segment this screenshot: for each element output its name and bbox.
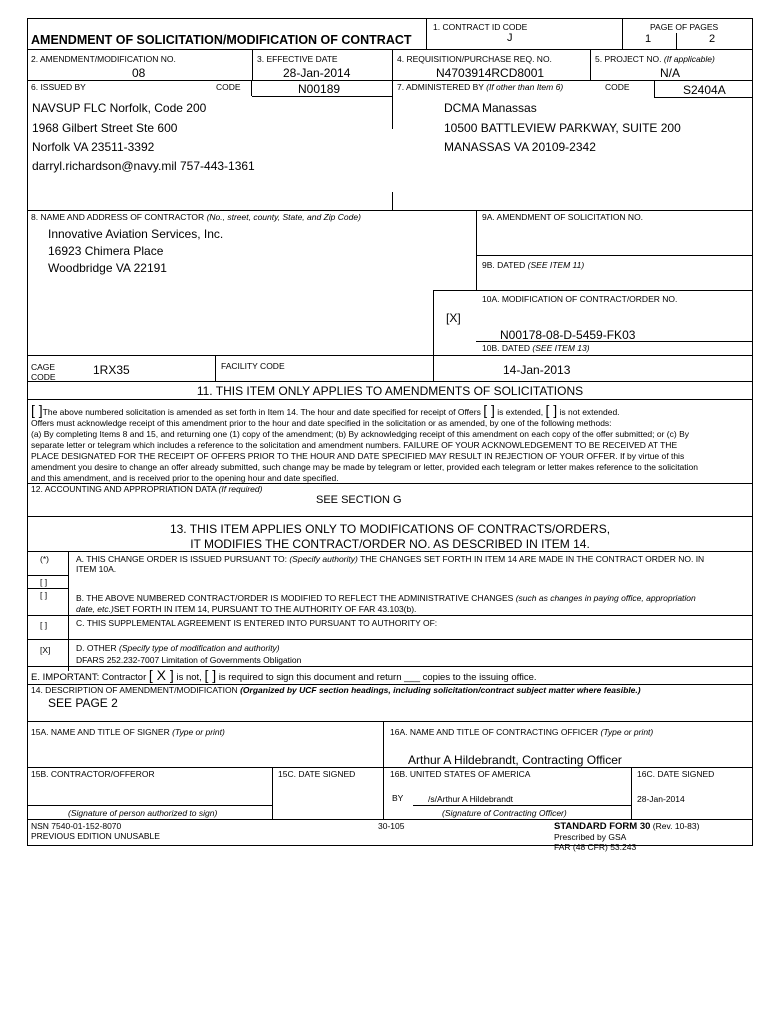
item-13d-text: D. OTHER (Specify type of modification and authority) xyxy=(76,643,280,653)
important-line: E. IMPORTANT: Contractor [ X ] is not, [ ] is required to sign this document and return ___ copies to the issuing office. xyxy=(31,667,537,683)
item-13b-mark: [ ] xyxy=(40,590,48,600)
contractor-signature-caption: (Signature of person authorized to sign) xyxy=(68,808,218,818)
prescribed-by: Prescribed by GSA xyxy=(554,832,627,842)
cage-label-2: CODE xyxy=(31,372,56,382)
item-10-checkbox: [X] xyxy=(446,311,461,325)
item-11-para-4: PLACE DESIGNATED FOR THE RECEIPT OF OFFERS PRIOR TO THE HOUR AND DATE SPECIFIED MAY RESULT IN REJECTION OF YOUR OFFER. If by virtue of this xyxy=(31,451,685,461)
item-14-value: SEE PAGE 2 xyxy=(48,696,118,710)
item-13-title-1: 13. THIS ITEM APPLIES ONLY TO MODIFICATIONS OF CONTRACTS/ORDERS, xyxy=(169,522,611,536)
far-reference: FAR (48 CFR) 53.243 xyxy=(554,842,637,852)
facility-code-label: FACILITY CODE xyxy=(221,361,285,371)
project-no-label: 5. PROJECT NO. (If applicable) xyxy=(595,54,715,64)
administered-code-label: CODE xyxy=(605,82,630,92)
item-16a-label: 16A. NAME AND TITLE OF CONTRACTING OFFICER (Type or print) xyxy=(390,727,654,737)
administered-by-label: 7. ADMINISTERED BY (If other than Item 6) xyxy=(397,82,564,92)
page-number: 1 xyxy=(645,33,652,45)
form-code: 30-105 xyxy=(378,821,405,831)
item-13d-value: DFARS 252.232-7007 Limitation of Governments Obligation xyxy=(76,655,302,665)
administered-code-value: S2404A xyxy=(683,83,726,97)
contractor-name: Innovative Aviation Services, Inc. xyxy=(48,227,224,241)
form-title: AMENDMENT OF SOLICITATION/MODIFICATION OF CONTRACT xyxy=(31,33,412,47)
issued-email: darryl.richardson@navy.mil 757-443-1361 xyxy=(32,159,255,173)
sf30-form xyxy=(27,18,753,852)
project-no-value: N/A xyxy=(660,66,681,80)
amendment-no-label: 2. AMENDMENT/MODIFICATION NO. xyxy=(31,54,176,64)
item-11-para-5: amendment you desire to change an offer already submitted, such change may be made by telegram or letter, provided each telegram or letter makes reference to the solicitation xyxy=(31,462,698,472)
item-11-box-3: [ ] xyxy=(545,402,558,418)
amendment-no-value: 08 xyxy=(132,66,146,80)
item-12-label: 12. ACCOUNTING AND APPROPRIATION DATA (If required) xyxy=(31,484,263,494)
pages-total: 2 xyxy=(709,33,716,45)
item-16b-label: 16B. UNITED STATES OF AMERICA xyxy=(390,769,531,779)
cage-label-1: CAGE xyxy=(31,362,56,372)
item-13b-text-2: date, etc.)SET FORTH IN ITEM 14, PURSUANT TO THE AUTHORITY OF FAR 43.103(b). xyxy=(76,604,417,614)
item-9b-label: 9B. DATED (SEE ITEM 11) xyxy=(482,260,585,270)
item-13a-text-2: ITEM 10A. xyxy=(76,564,117,574)
item-14-label: 14. DESCRIPTION OF AMENDMENT/MODIFICATION (Organized by UCF section headings, including solicitation/contract subject matter where feasible.) xyxy=(31,685,641,695)
officer-signature-caption: (Signature of Contracting Officer) xyxy=(442,808,567,818)
item-13-blank-mark: [ ] xyxy=(40,577,48,587)
by-label: BY xyxy=(392,793,404,803)
item-13-title-2: IT MODIFIES THE CONTRACT/ORDER NO. AS DESCRIBED IN ITEM 14. xyxy=(190,537,590,551)
item-13c-mark: [ ] xyxy=(40,620,48,630)
issued-line-3: Norfolk VA 23511-3392 xyxy=(32,140,155,154)
important-box-is-required: [ ] xyxy=(204,667,217,683)
contractor-street: 16923 Chimera Place xyxy=(48,244,164,258)
item-10a-value: N00178-08-D-5459-FK03 xyxy=(500,328,636,342)
item-15b-label: 15B. CONTRACTOR/OFFEROR xyxy=(31,769,155,779)
item-13a-mark: (*) xyxy=(40,554,49,564)
contract-id-label: 1. CONTRACT ID CODE xyxy=(433,22,528,32)
item-16c-label: 16C. DATE SIGNED xyxy=(637,769,715,779)
item-11-title: 11. THIS ITEM ONLY APPLIES TO AMENDMENTS OF SOLICITATIONS xyxy=(196,384,584,398)
issued-by-label: 6. ISSUED BY xyxy=(31,82,86,92)
item-11-line-1: [ ]The above numbered solicitation is amended as set forth in Item 14. The hour and date specified for receipt of Offers [ ] is extended, [ ] is not extended. xyxy=(31,402,620,418)
item-15c-label: 15C. DATE SIGNED xyxy=(278,769,356,779)
contractor-label: 8. NAME AND ADDRESS OF CONTRACTOR (No., street, county, State, and Zip Code) xyxy=(31,212,361,222)
contract-id-value: J xyxy=(507,32,513,44)
item-11-para-6: and this amendment, and is received prior to the opening hour and date specified. xyxy=(31,473,339,483)
item-9a-label: 9A. AMENDMENT OF SOLICITATION NO. xyxy=(482,212,644,222)
item-13a-text: A. THIS CHANGE ORDER IS ISSUED PURSUANT TO: (Specify authority) THE CHANGES SET FORTH IN ITEM 14 ARE MADE IN THE CONTRACT ORDER NO. IN xyxy=(76,554,705,564)
issued-code-value: N00189 xyxy=(298,82,341,96)
standard-form-30: STANDARD FORM 30 (Rev. 10-83) xyxy=(554,821,700,832)
effective-date-label: 3. EFFECTIVE DATE xyxy=(257,54,338,64)
previous-edition: PREVIOUS EDITION UNUSABLE xyxy=(31,831,160,841)
item-11-para-2: (a) By completing Items 8 and 15, and returning one (1) copy of the amendment; (b) By acknowledging receipt of this amendment on each copy of the offer submitted; or (c) By xyxy=(31,429,689,439)
issued-line-2: 1968 Gilbert Street Ste 600 xyxy=(32,121,178,135)
requisition-value: N4703914RCD8001 xyxy=(436,66,545,80)
item-15a-label: 15A. NAME AND TITLE OF SIGNER (Type or print) xyxy=(31,727,225,737)
item-13d-mark: [X] xyxy=(40,645,51,655)
item-16c-value: 28-Jan-2014 xyxy=(637,794,685,804)
important-box-is-not: [ X ] xyxy=(148,667,174,683)
nsn-number: NSN 7540-01-152-8070 xyxy=(31,821,122,831)
item-10a-label: 10A. MODIFICATION OF CONTRACT/ORDER NO. xyxy=(482,294,678,304)
administered-line-2: 10500 BATTLEVIEW PARKWAY, SUITE 200 xyxy=(444,121,681,135)
item-10b-value: 14-Jan-2013 xyxy=(503,363,571,377)
effective-date-value: 28-Jan-2014 xyxy=(283,66,351,80)
cage-code-value: 1RX35 xyxy=(93,363,130,377)
item-16a-value: Arthur A Hildebrandt, Contracting Officer xyxy=(408,753,622,767)
item-13c-text: C. THIS SUPPLEMENTAL AGREEMENT IS ENTERED INTO PURSUANT TO AUTHORITY OF: xyxy=(76,618,438,628)
issued-line-1: NAVSUP FLC Norfolk, Code 200 xyxy=(32,101,207,115)
item-11-para-3: separate letter or telegram which includes a reference to the solicitation and amendment numbers. FAILURE OF YOUR ACKNOWLEDGEMENT TO BE RECEIVED AT THE xyxy=(31,440,678,450)
item-10b-label: 10B. DATED (SEE ITEM 13) xyxy=(482,343,590,353)
item-11-box-1: [ ] xyxy=(31,402,43,418)
requisition-label: 4. REQUISITION/PURCHASE REQ. NO. xyxy=(397,54,552,64)
contractor-city: Woodbridge VA 22191 xyxy=(48,261,167,275)
item-11-box-2: [ ] xyxy=(483,402,495,418)
contracting-officer-signature: /s/Arthur A Hildebrandt xyxy=(428,794,514,804)
item-11-para-1: Offers must acknowledge receipt of this amendment prior to the hour and date specified in the solicitation or as amended, by one of the following methods: xyxy=(31,418,612,428)
page-of-pages-label: PAGE OF PAGES xyxy=(650,22,719,32)
administered-line-1: DCMA Manassas xyxy=(444,101,537,115)
administered-line-3: MANASSAS VA 20109-2342 xyxy=(444,140,596,154)
item-13b-text: B. THE ABOVE NUMBERED CONTRACT/ORDER IS MODIFIED TO REFLECT THE ADMINISTRATIVE CHANGES (such as changes in paying office, appropriation xyxy=(76,593,696,603)
item-12-value: SEE SECTION G xyxy=(316,494,402,506)
issued-code-label: CODE xyxy=(216,82,241,92)
